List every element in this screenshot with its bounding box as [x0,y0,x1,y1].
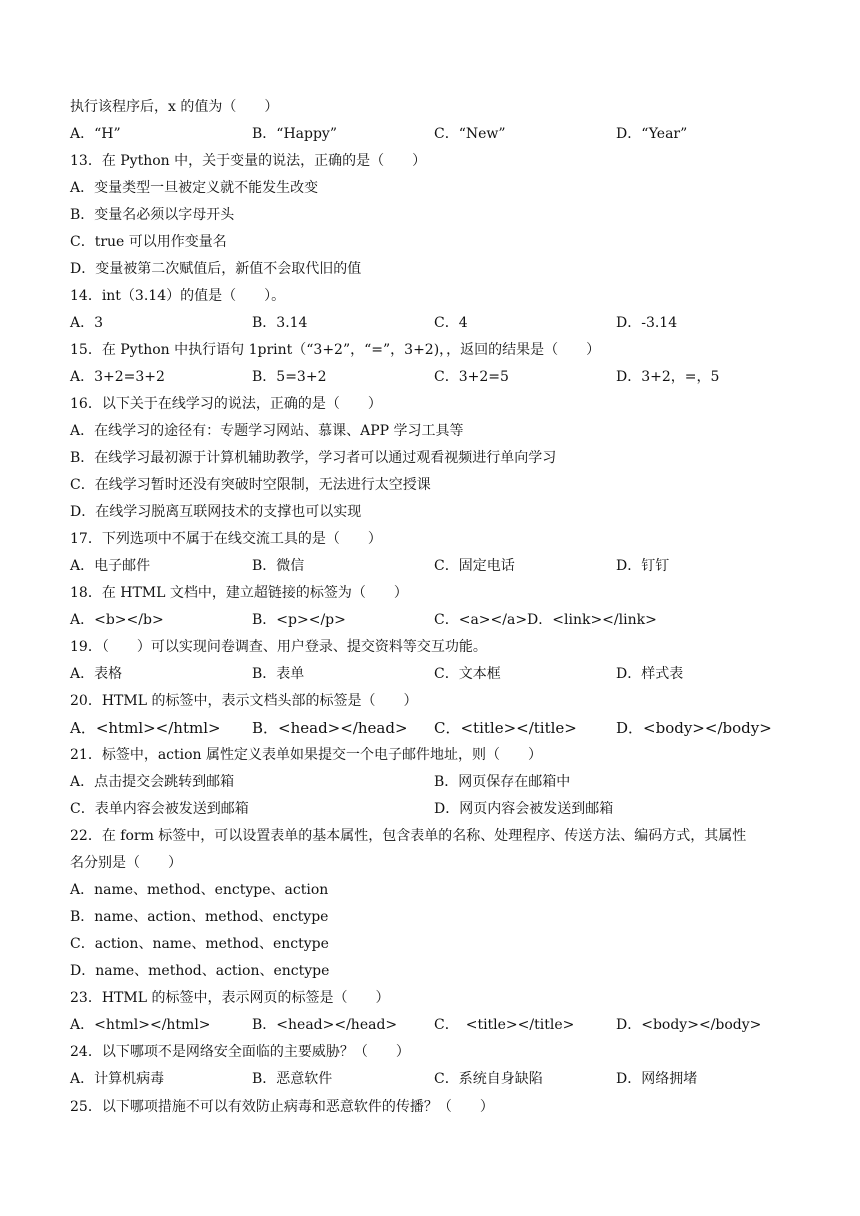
options-row [70,663,790,685]
answer-option: B．<p></p> [252,612,346,628]
answer-option: C．系统自身缺陷 [434,1071,543,1087]
question-line: B．在线学习最初源于计算机辅助教学，学习者可以通过观看视频进行单向学习 [70,450,557,466]
question-line: D．在线学习脱离互联网技术的支撑也可以实现 [70,504,362,520]
answer-option: C．<title></title> [434,719,577,737]
answer-option: B．<head></head> [252,719,408,737]
answer-option: A．<html></html> [70,719,221,737]
question-line: 14．int（3.14）的值是（ ）。 [70,288,286,304]
answer-option: D．3+2，=，5 [616,369,720,385]
answer-option: C．4 [434,315,468,331]
question-line: 20．HTML 的标签中，表示文档头部的标签是（ ） [70,693,418,709]
question-line: C．action、name、method、enctype [70,936,329,952]
answer-option: B．3.14 [252,315,308,331]
question-line: 名分别是（ ） [70,855,182,871]
options-row [70,609,790,631]
question-line: C．true 可以用作变量名 [70,234,227,250]
answer-option: D．网络拥堵 [616,1071,698,1087]
answer-option: A．“H” [70,126,121,142]
question-line: 23．HTML 的标签中，表示网页的标签是（ ） [70,990,390,1006]
question-line: A．在线学习的途径有：专题学习网站、慕课、APP 学习工具等 [70,423,464,439]
answer-option: A．点击提交会跳转到邮箱 [70,774,235,790]
options-row [70,771,790,793]
answer-option: C．“New” [434,126,506,142]
question-line: 17．下列选项中不属于在线交流工具的是（ ） [70,531,382,547]
question-line: 19．（ ）可以实现问卷调查、用户登录、提交资料等交互功能。 [70,639,487,655]
answer-option: D．<body></body> [616,1017,762,1033]
answer-option: A．3 [70,315,104,331]
question-line: B．变量名必须以字母开头 [70,207,235,223]
answer-option: A．3+2=3+2 [70,369,165,385]
answer-option: C． <title></title> [434,1017,575,1033]
question-line: 18．在 HTML 文档中，建立超链接的标签为（ ） [70,585,408,601]
question-line: B．name、action、method、enctype [70,909,329,925]
question-line: D．name、method、action、enctype [70,963,330,979]
options-row [70,1068,790,1090]
answer-option: B．网页保存在邮箱中 [434,774,571,790]
options-row [70,123,790,145]
answer-option: C．3+2=5 [434,369,509,385]
question-line: A．name、method、enctype、action [70,882,329,898]
options-row [70,366,790,388]
question-line: A．变量类型一旦被定义就不能发生改变 [70,180,319,196]
question-line: 22．在 form 标签中，可以设置表单的基本属性，包含表单的名称、处理程序、传送方法、编码方式，其属性 [70,828,747,844]
answer-option: D．<body></body> [616,719,772,737]
question-line: 24．以下哪项不是网络安全面临的主要威胁？（ ） [70,1044,410,1060]
answer-option: B．表单 [252,666,305,682]
answer-option: A．电子邮件 [70,558,151,574]
question-line: 21．标签中，action 属性定义表单如果提交一个电子邮件地址，则（ ） [70,747,542,763]
answer-option: B．5=3+2 [252,369,327,385]
options-row [70,1014,790,1036]
question-line: 执行该程序后，x 的值为（ ） [70,99,279,115]
answer-option: B．微信 [252,558,305,574]
question-line: D．变量被第二次赋值后，新值不会取代旧的值 [70,261,362,277]
answer-option: B．“Happy” [252,126,337,142]
answer-option: D．样式表 [616,666,684,682]
options-row [70,555,790,577]
answer-option: A．计算机病毒 [70,1071,165,1087]
question-line: 25．以下哪项措施不可以有效防止病毒和恶意软件的传播？（ ） [70,1099,494,1115]
answer-option: D．网页内容会被发送到邮箱 [434,801,614,817]
answer-option: D．“Year” [616,126,688,142]
answer-option: C．<a></a>D．<link></link> [434,612,657,628]
answer-option: A．<b></b> [70,612,164,628]
answer-option: C．固定电话 [434,558,515,574]
answer-option: D．钉钉 [616,558,670,574]
question-line: 16．以下关于在线学习的说法，正确的是（ ） [70,396,382,412]
answer-option: A．表格 [70,666,123,682]
options-row [70,312,790,334]
answer-option: B．<head></head> [252,1017,398,1033]
answer-option: D．-3.14 [616,315,678,331]
options-row [70,717,790,739]
question-line: 15．在 Python 中执行语句 1print（“3+2”，“=”，3+2)，，返回的结果是（ ） [70,342,601,358]
answer-option: A．<html></html> [70,1017,211,1033]
question-line: C．在线学习暂时还没有突破时空限制，无法进行太空授课 [70,477,431,493]
answer-option: C．表单内容会被发送到邮箱 [70,801,249,817]
question-line: 13．在 Python 中，关于变量的说法，正确的是（ ） [70,153,427,169]
answer-option: B．恶意软件 [252,1071,333,1087]
options-row [70,798,790,820]
answer-option: C．文本框 [434,666,501,682]
